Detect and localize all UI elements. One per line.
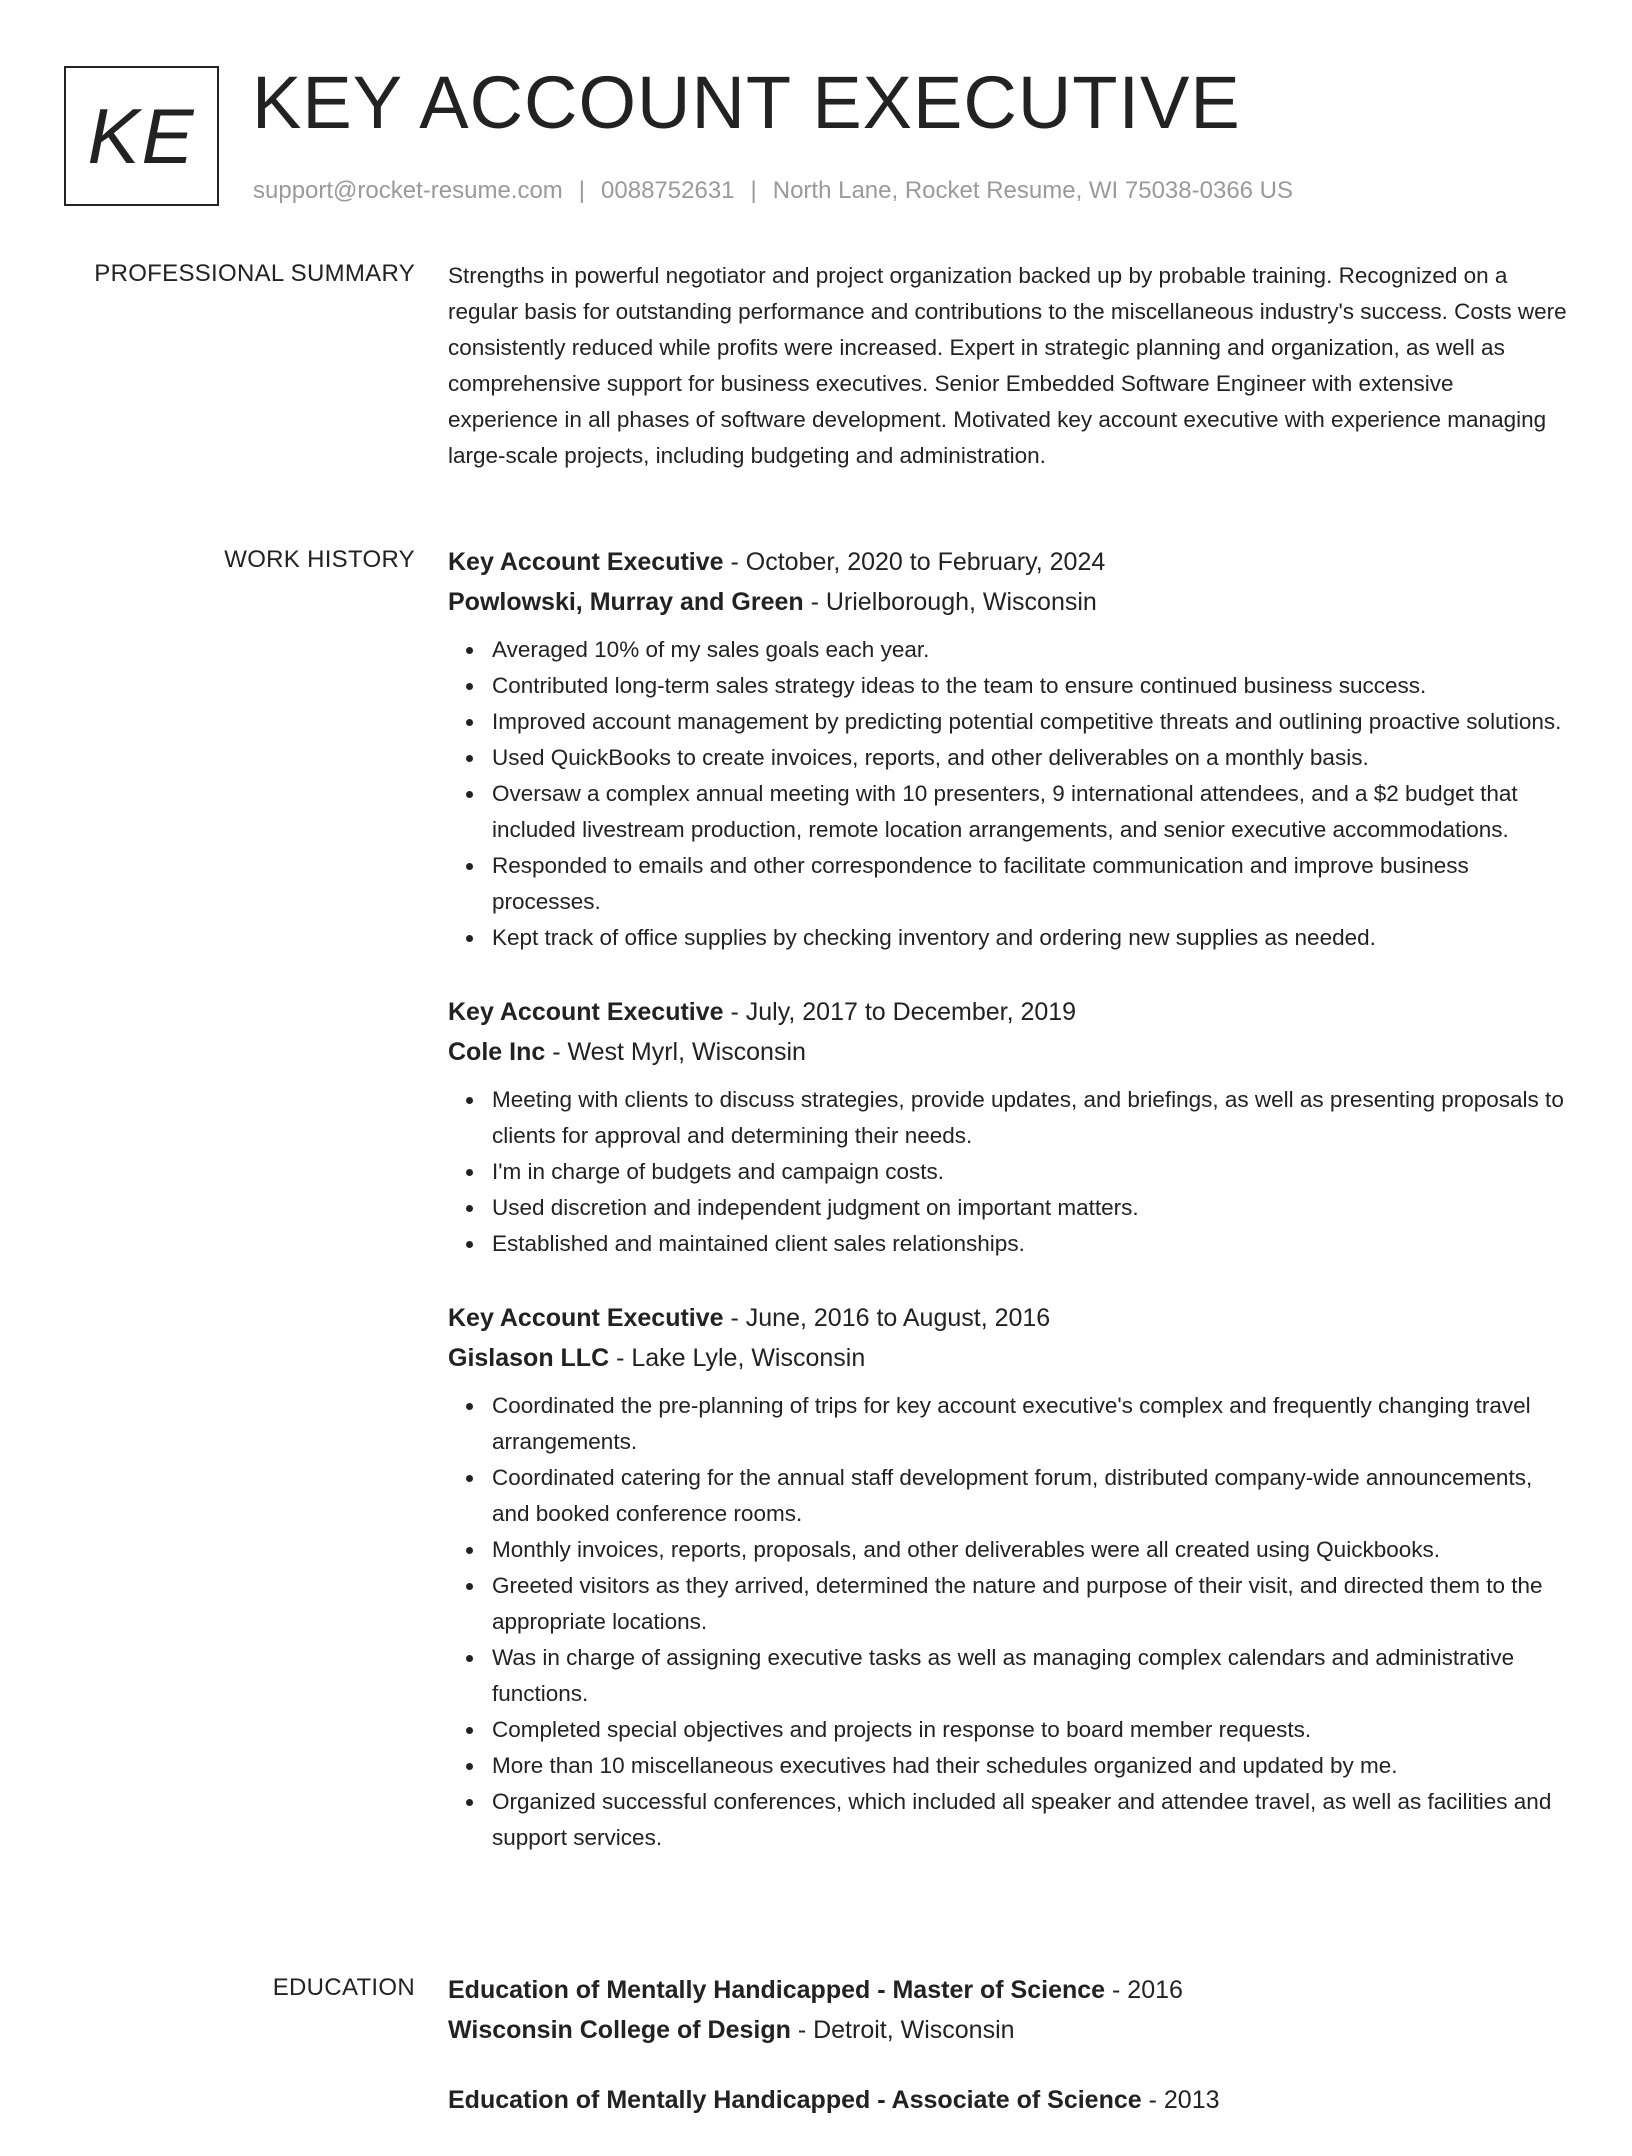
bullet-item: Coordinated the pre-planning of trips for key account executive's complex and frequently changing travel arrangements. (492, 1388, 1568, 1460)
education-school-line (448, 2010, 1568, 2050)
section-label-summary: PROFESSIONAL SUMMARY (94, 260, 415, 287)
bullet-item: Improved account management by predicting potential competitive threats and outlining proactive solutions. (492, 704, 1568, 740)
bullet-item: Kept track of office supplies by checking inventory and ordering new supplies as needed. (492, 920, 1568, 956)
job-company: Gislason LLC (448, 1344, 610, 1372)
job-entry (448, 1298, 1568, 1856)
job-company: Powlowski, Murray and Green (448, 588, 804, 616)
education-location: - Detroit, Wisconsin (790, 2016, 1015, 2044)
bullet-item: Established and maintained client sales relationships. (492, 1226, 1568, 1262)
contact-separator: | (578, 177, 586, 204)
bullet-item: Oversaw a complex annual meeting with 10 presenters, 9 international attendees, and a $2 budget that included livestream production, remote location arrangements, and senior executive accommodations. (492, 776, 1568, 848)
contact-line (253, 176, 1293, 206)
resume-title: KEY ACCOUNT EXECUTIVE (252, 61, 1241, 144)
bullet-item: Contributed long-term sales strategy ideas to the team to ensure continued business success. (492, 668, 1568, 704)
job-company-line (448, 1338, 1568, 1378)
bullet-item: Averaged 10% of my sales goals each year. (492, 632, 1568, 668)
bullet-item: Was in charge of assigning executive tasks as well as managing complex calendars and administrative functions. (492, 1640, 1568, 1712)
bullet-item: Used discretion and independent judgment on important matters. (492, 1190, 1568, 1226)
summary-text: Strengths in powerful negotiator and project organization backed up by probable training. Recognized on a regular basis for outstanding performance and contributions to the miscellaneous industry's success. Costs were consistently reduced while profits were increased. Expert in strategic planning and organization, as well as comprehensive support for business executives. Senior Embedded Software Engineer with extensive experience in all phases of software development. Motivated key account executive with experience managing large-scale projects, including budgeting and administration. (448, 263, 1567, 468)
job-title-line (448, 1298, 1568, 1338)
education-entry (448, 1970, 1568, 2050)
job-title-line (448, 992, 1568, 1032)
bullet-item: Greeted visitors as they arrived, determined the nature and purpose of their visit, and directed them to the appropriate locations. (492, 1568, 1568, 1640)
education-degree-line (448, 1970, 1568, 2010)
bullet-item: More than 10 miscellaneous executives had their schedules organized and updated by me. (492, 1748, 1568, 1784)
job-entry (448, 992, 1568, 1262)
job-location: - Lake Lyle, Wisconsin (609, 1344, 866, 1372)
contact-separator: | (750, 177, 757, 204)
bullet-item: I'm in charge of budgets and campaign costs. (492, 1154, 1568, 1190)
job-company-line (448, 582, 1568, 622)
job-dates: - June, 2016 to August, 2016 (723, 1304, 1051, 1332)
contact-phone: 0088752631 (601, 177, 735, 204)
section-label-work-history: WORK HISTORY (224, 546, 415, 573)
job-dates: - July, 2017 to December, 2019 (723, 998, 1077, 1026)
job-entry (448, 542, 1568, 956)
job-title: Key Account Executive (448, 1304, 724, 1332)
education-degree: Education of Mentally Handicapped - Associate of Science (448, 2086, 1142, 2114)
education-year: - 2013 (1141, 2086, 1220, 2114)
section-label-education: EDUCATION (272, 1974, 415, 2001)
education-degree-line (448, 2080, 1568, 2120)
education-degree: Education of Mentally Handicapped - Master of Science (448, 1976, 1106, 2004)
job-company: Cole Inc (448, 1038, 546, 1066)
job-dates: - October, 2020 to February, 2024 (723, 548, 1106, 576)
job-title: Key Account Executive (448, 998, 724, 1026)
work-history-body (448, 542, 1568, 1892)
bullet-item: Used QuickBooks to create invoices, reports, and other deliverables on a monthly basis. (492, 740, 1568, 776)
job-title: Key Account Executive (448, 548, 724, 576)
monogram-box (64, 66, 219, 206)
bullet-item: Coordinated catering for the annual staff development forum, distributed company-wide announcements, and booked conference rooms. (492, 1460, 1568, 1532)
job-location: - Urielborough, Wisconsin (803, 588, 1097, 616)
job-bullets (448, 1082, 1568, 1262)
job-title-line (448, 542, 1568, 582)
bullet-item: Responded to emails and other correspondence to facilitate communication and improve business processes. (492, 848, 1568, 920)
bullet-item: Monthly invoices, reports, proposals, and other deliverables were all created using Quickbooks. (492, 1532, 1568, 1568)
job-bullets (448, 1388, 1568, 1856)
job-location: - West Myrl, Wisconsin (545, 1038, 806, 1066)
education-year: - 2016 (1105, 1976, 1183, 2004)
monogram-initials: KE (87, 91, 196, 180)
education-entry (448, 2080, 1568, 2120)
contact-email: support@rocket-resume.com (253, 177, 563, 204)
summary-body (448, 258, 1568, 474)
bullet-item: Organized successful conferences, which included all speaker and attendee travel, as well as facilities and support services. (492, 1784, 1568, 1856)
bullet-item: Completed special objectives and projects in response to board member requests. (492, 1712, 1568, 1748)
bullet-item: Meeting with clients to discuss strategies, provide updates, and briefings, as well as presenting proposals to clients for approval and determining their needs. (492, 1082, 1568, 1154)
education-school: Wisconsin College of Design (448, 2016, 791, 2044)
job-bullets (448, 632, 1568, 956)
job-company-line (448, 1032, 1568, 1072)
education-body (448, 1970, 1568, 2156)
contact-address: North Lane, Rocket Resume, WI 75038-0366 US (772, 177, 1294, 204)
